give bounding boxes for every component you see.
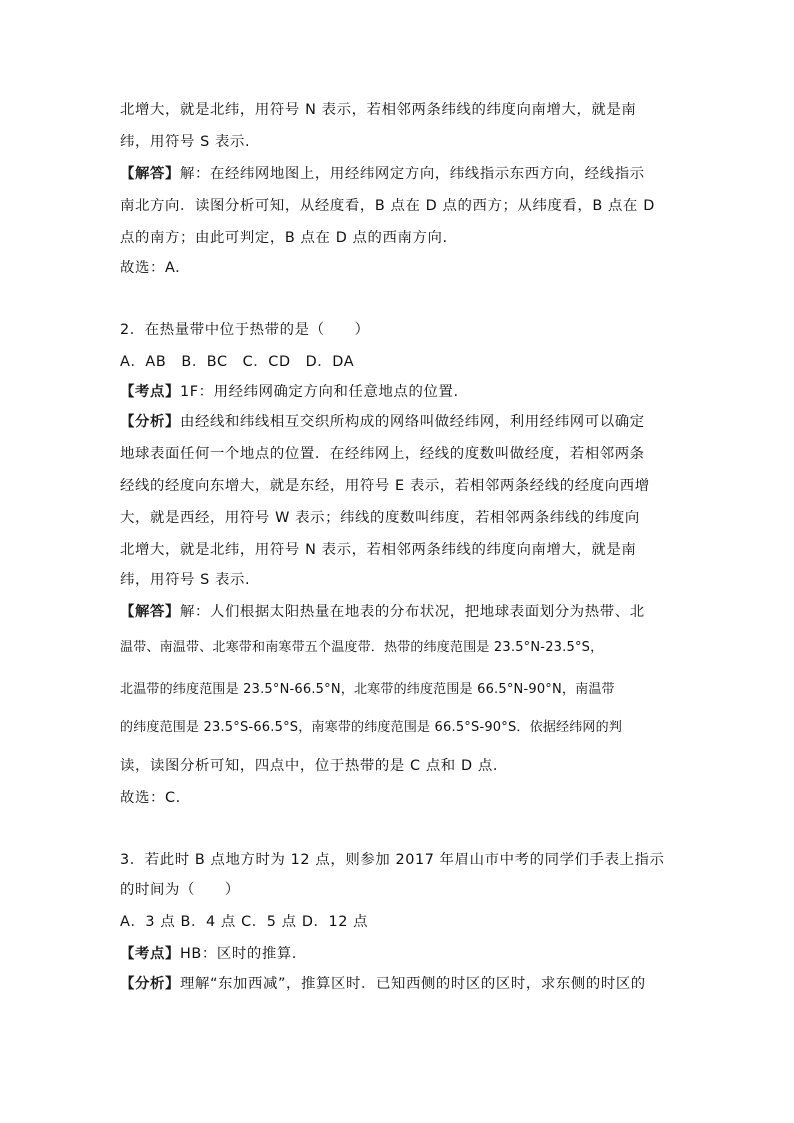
q1-answer-line-3: 点的南方；由此可判定，B 点在 D 点的西南方向. [120,230,448,246]
answer-tag: 【解答】 [120,166,180,182]
q3-kaodian [120,944,680,964]
q2-kaodian [120,382,680,402]
q2-kaodian-text: 1F：用经纬网确定方向和任意地点的位置. [179,384,459,400]
q3-question-line-1: 3．若此时 B 点地方时为 12 点，则参加 2017 年眉山市中考的同学们手表上指示 [120,852,665,868]
q2-choice: 故选：C. [120,790,181,806]
q2-fenxi-line-1 [120,412,680,432]
q2-fenxi-line-4: 大，就是西经，用符号 W 表示；纬线的度数叫纬度，若相邻两条纬线的纬度向 [120,510,640,526]
q3-options: A．3 点 B．4 点 C．5 点 D．12 点 [120,914,369,930]
q2-fenxi-text: 由经线和纬线相互交织所构成的网络叫做经纬网，利用经纬网可以确定 [179,414,645,430]
q3-kaodian-text: HB：区时的推算. [179,946,297,962]
q1-analysis-line-1: 北增大，就是北纬，用符号 N 表示，若相邻两条纬线的纬度向南增大，就是南 [120,102,637,118]
kaodian-tag: 【考点】 [120,946,180,962]
fenxi-tag: 【分析】 [120,414,180,430]
q2-question: 2．在热量带中位于热带的是（ ） [120,322,370,338]
q2-answer-text: 解：人们根据太阳热量在地表的分布状况，把地球表面划分为热带、北 [179,604,645,620]
q3-fenxi-text: 理解“东加西减”，推算区时．已知西侧的时区的区时，求东侧的时区的 [179,976,646,992]
q2-answer-line-2: 温带、南温带、北寒带和南寒带五个温度带．热带的纬度范围是 23.5°N-23.5°S， [120,640,604,655]
q2-fenxi-line-5: 北增大，就是北纬，用符号 N 表示，若相邻两条纬线的纬度向南增大，就是南 [120,542,637,558]
q1-analysis-line-2: 纬，用符号 S 表示. [120,134,251,150]
q2-answer-line-1 [120,602,680,622]
q1-answer-text: 解：在经纬网地图上，用经纬网定方向，纬线指示东西方向，经线指示 [179,166,645,182]
kaodian-tag: 【考点】 [120,384,180,400]
q2-answer-line-4: 的纬度范围是 23.5°S-66.5°S，南寒带的纬度范围是 66.5°S-90°S．依据经纬网的判 [120,720,623,735]
q2-fenxi-line-2: 地球表面任何一个地点的位置．在经纬网上，经线的度数叫做经度，若相邻两条 [120,446,645,462]
q1-answer-line-1 [120,164,680,184]
q2-answer-line-5: 读，读图分析可知，四点中，位于热带的是 C 点和 D 点. [120,758,498,774]
q2-fenxi-line-6: 纬，用符号 S 表示. [120,572,251,588]
q1-answer-line-2: 南北方向．读图分析可知，从经度看，B 点在 D 点的西方；从纬度看，B 点在 D [120,198,655,214]
fenxi-tag: 【分析】 [120,976,180,992]
q2-answer-line-3: 北温带的纬度范围是 23.5°N-66.5°N，北寒带的纬度范围是 66.5°N-90°N，南温带 [120,682,615,697]
q2-options: A．AB B．BC C．CD D．DA [120,354,355,370]
q3-question-line-2: 的时间为（ ） [120,882,240,898]
q1-choice: 故选：A. [120,260,181,276]
answer-tag: 【解答】 [120,604,180,620]
q2-fenxi-line-3: 经线的经度向东增大，就是东经，用符号 E 表示，若相邻两条经线的经度向西增 [120,478,650,494]
q3-fenxi-line-1 [120,974,680,994]
